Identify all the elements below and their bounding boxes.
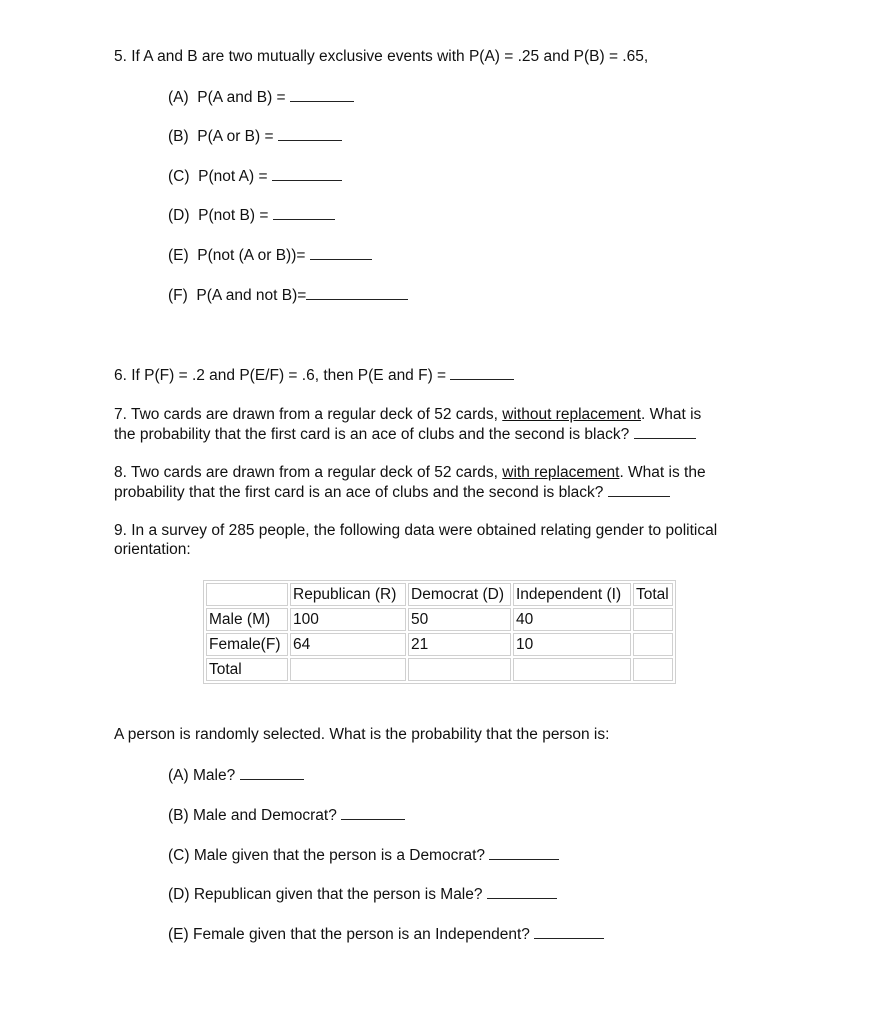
q7-line-2 — [114, 424, 696, 445]
q9-line-1: 9. In a survey of 285 people, the following data were obtained relating gender to political — [114, 522, 718, 539]
answer-blank[interactable] — [450, 365, 514, 380]
table-header-cell: Democrat (D) — [408, 583, 511, 606]
q8-text: 8. Two cards are drawn from a regular deck of 52 cards, — [114, 464, 503, 481]
q5-part-f — [168, 285, 408, 306]
q5-text: 5. If A and B are two mutually exclusive events with P(A) = .25 and P(B) = .65, — [114, 48, 649, 65]
q9-part-c-text: Male given that the person is a Democrat? — [193, 847, 486, 864]
q9-part-b-label: (B) — [168, 807, 189, 824]
q9-part-a — [168, 765, 304, 786]
table-cell: 100 — [290, 608, 406, 631]
q8-line-1 — [114, 463, 706, 483]
q7-emphasis: without replacement — [502, 406, 641, 423]
q8-text-end: . What is the — [619, 464, 706, 481]
table-header-row — [206, 583, 673, 606]
answer-blank[interactable] — [310, 245, 372, 260]
q7-text: 7. Two cards are drawn from a regular deck of 52 cards, — [114, 406, 503, 423]
q5-part-d — [168, 205, 335, 226]
table-cell[interactable] — [513, 658, 631, 681]
q9-part-a-text: Male? — [192, 767, 236, 784]
answer-blank[interactable] — [273, 205, 335, 220]
answer-blank[interactable] — [278, 126, 342, 141]
q5-part-a-text: P(A and B) = — [197, 89, 286, 106]
answer-blank[interactable] — [489, 845, 559, 860]
q9-line-2: orientation: — [114, 541, 191, 558]
answer-blank[interactable] — [608, 482, 670, 497]
table-cell — [206, 583, 288, 606]
table-cell: 10 — [513, 633, 631, 656]
q5-part-e — [168, 245, 372, 266]
q9-part-b-text: Male and Democrat? — [192, 807, 337, 824]
table-cell[interactable] — [408, 658, 511, 681]
q9-prompt: A person is randomly selected. What is the probability that the person is: — [114, 726, 610, 743]
q5-part-b-text: P(A or B) = — [197, 128, 274, 145]
table-cell[interactable] — [290, 658, 406, 681]
q9-part-a-label: (A) — [168, 767, 189, 784]
table-header-cell: Total — [633, 583, 673, 606]
answer-blank[interactable] — [534, 924, 604, 939]
survey-table — [203, 580, 676, 684]
q5-part-f-text: P(A and not B)= — [196, 287, 307, 304]
q5-part-e-text: P(not (A or B))= — [197, 247, 306, 264]
q5-part-e-label: (E) — [168, 247, 189, 264]
q5-part-d-text: P(not B) = — [198, 207, 269, 224]
answer-blank[interactable] — [290, 87, 354, 102]
q5-part-b-label: (B) — [168, 128, 189, 145]
answer-blank[interactable] — [240, 765, 304, 780]
q6-text: 6. If P(F) = .2 and P(E/F) = .6, then P(E and F) = — [114, 367, 447, 384]
q6 — [114, 365, 514, 386]
table-header-cell: Republican (R) — [290, 583, 406, 606]
answer-blank[interactable] — [306, 285, 408, 300]
q5-part-c-text: P(not A) = — [198, 168, 268, 185]
table-cell: 64 — [290, 633, 406, 656]
q5-part-f-label: (F) — [168, 287, 188, 304]
answer-blank[interactable] — [272, 166, 342, 181]
q8-emphasis: with replacement — [502, 464, 620, 481]
table-cell: 40 — [513, 608, 631, 631]
answer-blank[interactable] — [487, 884, 557, 899]
q9-part-e-text: Female given that the person is an Independent? — [192, 926, 530, 943]
q7-question: the probability that the first card is an ace of clubs and the second is black? — [114, 426, 630, 443]
table-cell[interactable] — [633, 608, 673, 631]
answer-blank[interactable] — [341, 805, 405, 820]
q5-part-d-label: (D) — [168, 207, 190, 224]
q7-text-end: . What is — [640, 406, 702, 423]
table-row — [206, 658, 673, 681]
q9-part-e-label: (E) — [168, 926, 189, 943]
table-header-cell: Independent (I) — [513, 583, 631, 606]
answer-blank[interactable] — [634, 424, 696, 439]
q5-part-c — [168, 166, 342, 187]
q9-part-d-label: (D) — [168, 886, 190, 903]
table-cell: 21 — [408, 633, 511, 656]
q7-line-1 — [114, 405, 701, 425]
table-row-label: Male (M) — [206, 608, 288, 631]
q9-part-e — [168, 924, 604, 945]
q9-part-c-label: (C) — [168, 847, 190, 864]
q5-part-a-label: (A) — [168, 89, 189, 106]
q9-part-d — [168, 884, 557, 905]
q5-part-b — [168, 126, 342, 147]
table-row-label: Total — [206, 658, 288, 681]
q5-part-c-label: (C) — [168, 168, 190, 185]
q8-question: probability that the first card is an ace of clubs and the second is black? — [114, 484, 604, 501]
q9-part-c — [168, 845, 559, 866]
table-cell: 50 — [408, 608, 511, 631]
q5-part-a — [168, 87, 354, 108]
table-row — [206, 633, 673, 656]
table-cell[interactable] — [633, 658, 673, 681]
q9-part-d-text: Republican given that the person is Male? — [193, 886, 483, 903]
table-row — [206, 608, 673, 631]
q8-line-2 — [114, 482, 670, 503]
table-cell[interactable] — [633, 633, 673, 656]
q9-part-b — [168, 805, 405, 826]
table-row-label: Female(F) — [206, 633, 288, 656]
